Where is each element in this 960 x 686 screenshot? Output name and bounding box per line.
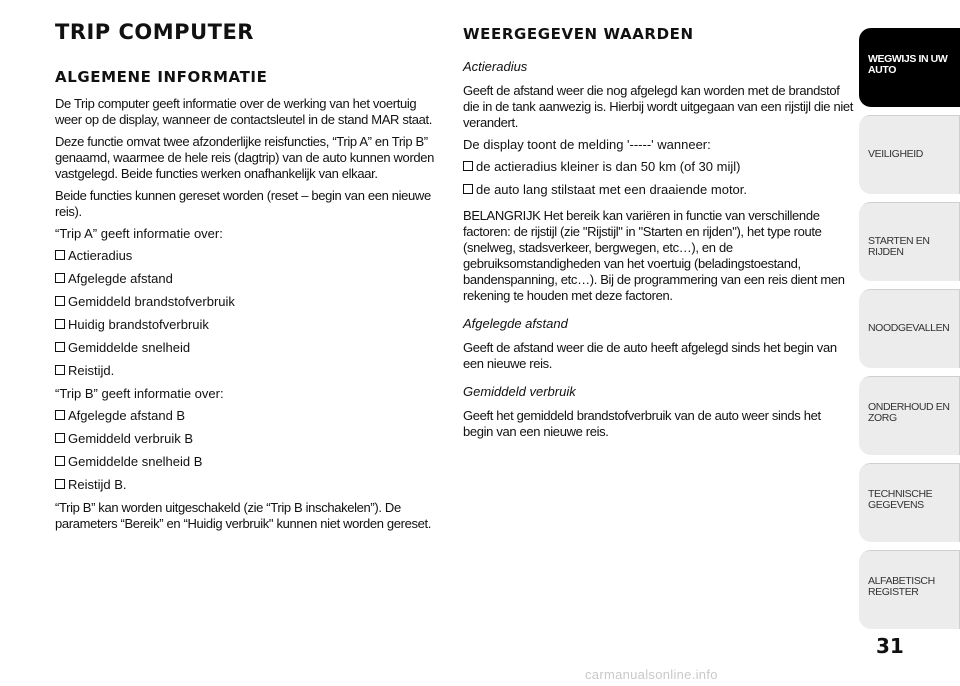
checkbox-bullet-icon: [55, 250, 65, 260]
checkbox-bullet-icon: [55, 273, 65, 283]
chapter-tabs: [859, 28, 960, 637]
list-item: de actieradius kleiner is dan 50 km (of 30 mijl): [463, 159, 853, 175]
list-item: Gemiddelde snelheid: [55, 340, 445, 356]
tab-alfabetisch-register[interactable]: ALFABETISCH REGISTER: [859, 550, 960, 629]
checkbox-bullet-icon: [55, 296, 65, 306]
list-item: de auto lang stilstaat met een draaiende motor.: [463, 182, 853, 198]
paragraph-gemiddeld-verbruik: Geeft het gemiddeld brandstofverbruik van de auto weer sinds het begin van een nieuwe reis.: [463, 408, 821, 439]
checkbox-bullet-icon: [55, 319, 65, 329]
list-item: Afgelegde afstand: [55, 271, 445, 287]
checkbox-bullet-icon: [55, 433, 65, 443]
list-item: Gemiddelde snelheid B: [55, 454, 445, 470]
trip-b-intro: “Trip B” geeft informatie over:: [55, 386, 224, 401]
paragraph-trip-b-disable: “Trip B” kan worden uitgeschakeld (zie “Trip B inschakelen”). De parameters “Bereik” en “Huidig verbruik" kunnen niet worden gereset.: [55, 500, 432, 531]
paragraph-belangrijk: BELANGRIJK Het bereik kan variëren in functie van verschillende factoren: de rijstijl (zie "Rijstijl" in "Starten en rijden"), het type route (snelweg, stadsverkeer, bergwegen, etc…), en de gebruiksomstandigheden van het voertuig (beladingstoestand, bandenspanning, etc…). Bij de programmering van een reis dient men rekening te houden met deze factoren.: [463, 208, 845, 303]
checkbox-bullet-icon: [55, 342, 65, 352]
paragraph-display-message: De display toont de melding '-----' wanneer:: [463, 137, 711, 152]
watermark: carmanualsonline.info: [585, 667, 718, 682]
list-item: Gemiddeld verbruik B: [55, 431, 445, 447]
checkbox-bullet-icon: [463, 161, 473, 171]
tab-starten-en-rijden[interactable]: STARTEN EN RIJDEN: [859, 202, 960, 281]
left-column: [55, 20, 445, 538]
tab-onderhoud-en-zorg[interactable]: ONDERHOUD EN ZORG: [859, 376, 960, 455]
list-item: Reistijd.: [55, 363, 445, 379]
paragraph-functions: Deze functie omvat twee afzonderlijke reisfuncties, “Trip A” en Trip B” genaamd, waarmee de hele reis (dagtrip) van de auto kunnen worden vastgelegd. Beide functies werken onafhankelijk van elkaar.: [55, 134, 435, 181]
tab-noodgevallen[interactable]: NOODGEVALLEN: [859, 289, 960, 368]
paragraph-actieradius: Geeft de afstand weer die nog afgelegd kan worden met de brandstof die in de tank aanwezig is. Hierbij wordt uitgegaan van een rijstijl die niet verandert.: [463, 83, 854, 130]
paragraph-reset: Beide functies kunnen gereset worden (reset – begin van een nieuwe reis).: [55, 188, 431, 219]
tab-veiligheid[interactable]: VEILIGHEID: [859, 115, 960, 194]
paragraph-afgelegde-afstand: Geeft de afstand weer die de auto heeft afgelegd sinds het begin van een nieuwe reis.: [463, 340, 837, 371]
tab-technische-gegevens[interactable]: TECHNISCHE GEGEVENS: [859, 463, 960, 542]
right-column: [463, 20, 853, 446]
section-title-algemene-informatie: ALGEMENE INFORMATIE: [55, 68, 268, 86]
checkbox-bullet-icon: [55, 365, 65, 375]
list-item: Afgelegde afstand B: [55, 408, 445, 424]
list-item: Huidig brandstofverbruik: [55, 317, 445, 333]
page-number: 31: [876, 634, 904, 658]
checkbox-bullet-icon: [55, 479, 65, 489]
paragraph-intro: De Trip computer geeft informatie over de werking van het voertuig weer op de display, wanneer de contactsleutel in de stand MAR staat.: [55, 96, 433, 127]
trip-a-intro: “Trip A” geeft informatie over:: [55, 226, 223, 241]
list-item: Reistijd B.: [55, 477, 445, 493]
page-title: TRIP COMPUTER: [55, 20, 254, 44]
tab-wegwijs-in-uw-auto[interactable]: WEGWIJS IN UW AUTO: [859, 28, 960, 107]
checkbox-bullet-icon: [55, 410, 65, 420]
section-title-weergegeven-waarden: WEERGEGEVEN WAARDEN: [463, 25, 694, 43]
list-item: Actieradius: [55, 248, 445, 264]
checkbox-bullet-icon: [463, 184, 473, 194]
checkbox-bullet-icon: [55, 456, 65, 466]
list-item: Gemiddeld brandstofverbruik: [55, 294, 445, 310]
subheading-gemiddeld-verbruik: Gemiddeld verbruik: [463, 384, 576, 399]
subheading-actieradius: Actieradius: [463, 59, 528, 74]
subheading-afgelegde-afstand: Afgelegde afstand: [463, 316, 568, 331]
